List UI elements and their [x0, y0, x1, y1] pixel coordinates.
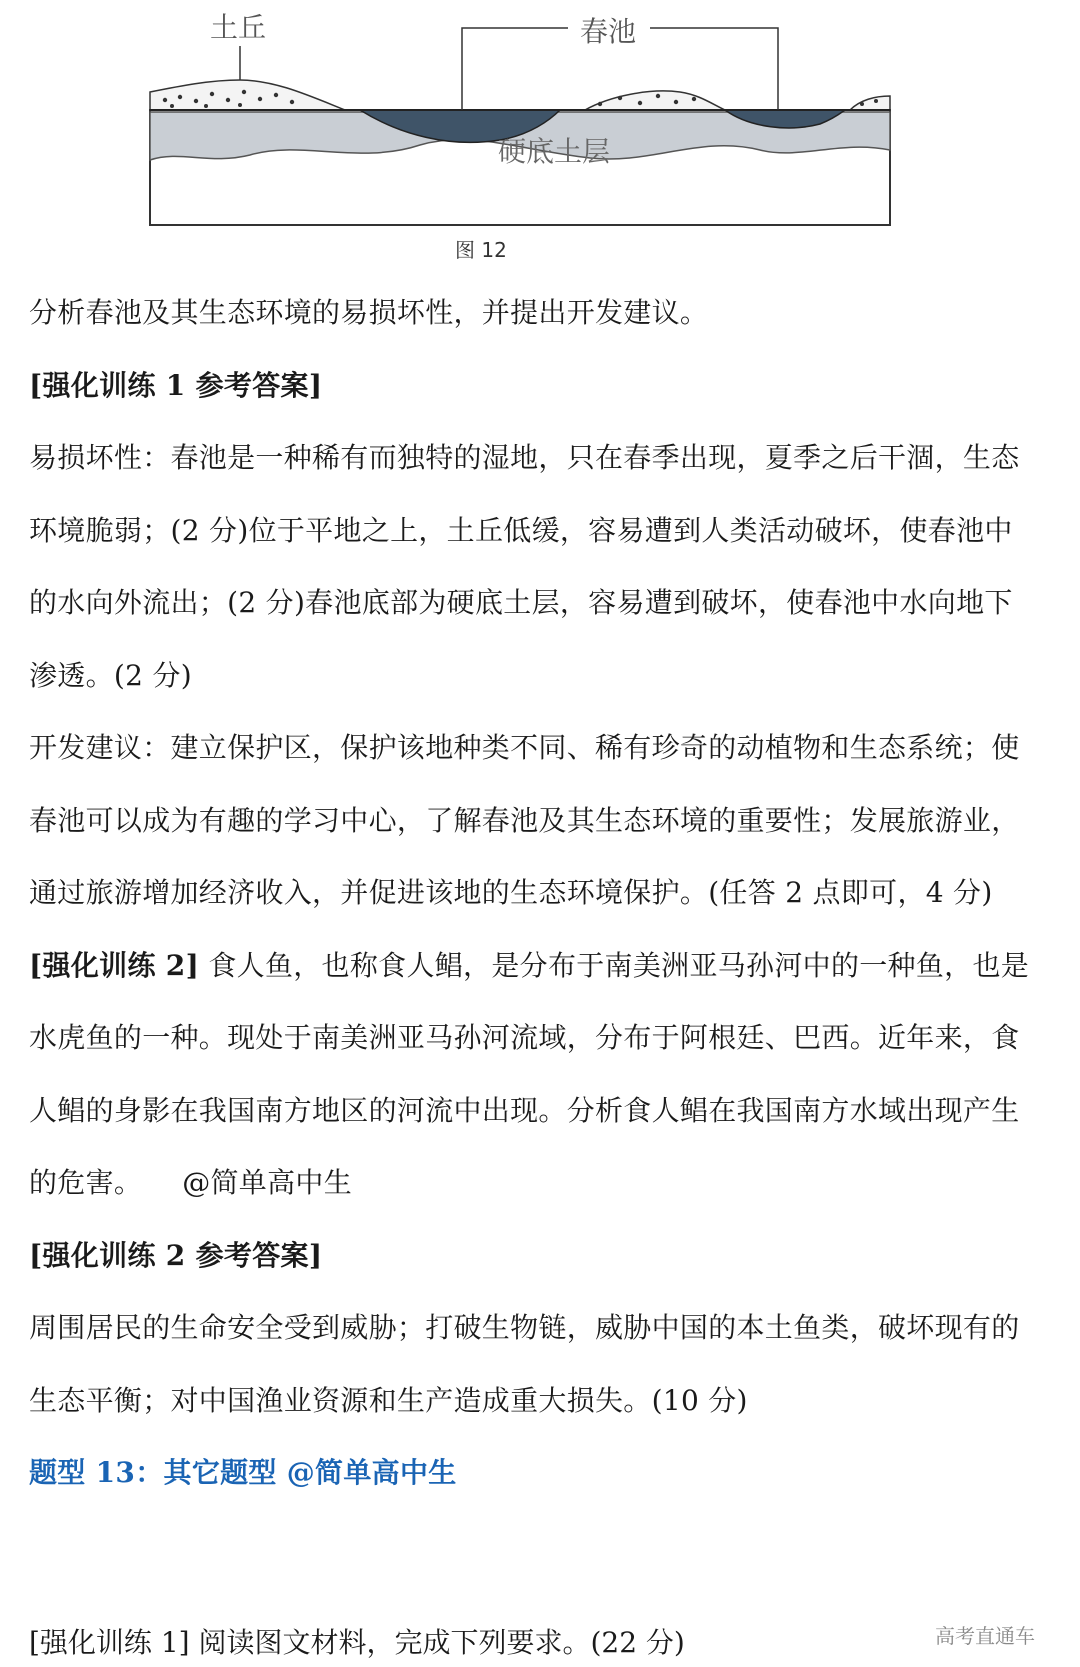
exercise2-line: 水虎鱼的一种。现处于南美洲亚马孙河流域，分布于阿根廷、巴西。近年来，食	[29, 1021, 1020, 1054]
answer1-heading: [强化训练 1 参考答案]	[29, 369, 323, 402]
answer1-line: 渗透。(2 分)	[29, 659, 192, 692]
question-prompt: 分析春池及其生态环境的易损坏性，并提出开发建议。	[29, 296, 709, 329]
answer1-line: 环境脆弱；(2 分)位于平地之上，土丘低缓，容易遭到人类活动破坏，使春池中	[29, 514, 1013, 547]
answer2-line: 生态平衡；对中国渔业资源和生产造成重大损失。(10 分)	[29, 1384, 748, 1417]
figure-caption: 图 12	[455, 238, 507, 262]
mound-right	[850, 96, 890, 110]
exercise2-text: 食人鱼，也称食人鲳，是分布于南美洲亚马孙河中的一种鱼，也是	[199, 949, 1030, 982]
mound-middle	[585, 91, 725, 110]
answer1-line: 通过旅游增加经济收入，并促进该地的生态环境保护。(任答 2 点即可，4 分)	[29, 876, 993, 909]
exercise2-line	[29, 1145, 1059, 1222]
exercise2-tag: @简单高中生	[182, 1166, 353, 1199]
answer1-line: 春池可以成为有趣的学习中心，了解春池及其生态环境的重要性；发展旅游业，	[29, 804, 1020, 837]
footer-exercise-line: [强化训练 1] 阅读图文材料，完成下列要求。(22 分)	[29, 1626, 685, 1659]
answer1-line: 易损坏性：春池是一种稀有而独特的湿地，只在春季出现，夏季之后干涸，生态	[29, 441, 1020, 474]
exercise2-line: 人鲳的身影在我国南方地区的河流中出现。分析食人鲳在我国南方水域出现产生	[29, 1094, 1020, 1127]
label-pool: 春池	[580, 15, 637, 48]
section-heading: 题型 13：其它题型 @简单高中生	[29, 1456, 457, 1489]
answer2-line: 周围居民的生命安全受到威胁；打破生物链，威胁中国的本土鱼类，破坏现有的	[29, 1311, 1020, 1344]
exercise2-line	[29, 928, 1059, 1005]
figure-12	[0, 0, 1080, 285]
watermark: 高考直通车	[935, 1624, 1035, 1648]
label-mound: 土丘	[210, 11, 267, 44]
label-hard-soil: 硬底土层	[498, 135, 611, 168]
pool-bracket-left	[462, 28, 568, 110]
answer1-line: 开发建议：建立保护区，保护该地种类不同、稀有珍奇的动植物和生态系统；使	[29, 731, 1020, 764]
exercise2-last: 的危害。	[29, 1166, 143, 1199]
answer1-line: 的水向外流出；(2 分)春池底部为硬底土层，容易遭到破坏，使春池中水向地下	[29, 586, 1013, 619]
answer2-heading: [强化训练 2 参考答案]	[29, 1239, 323, 1272]
exercise2-label: [强化训练 2]	[29, 949, 200, 982]
